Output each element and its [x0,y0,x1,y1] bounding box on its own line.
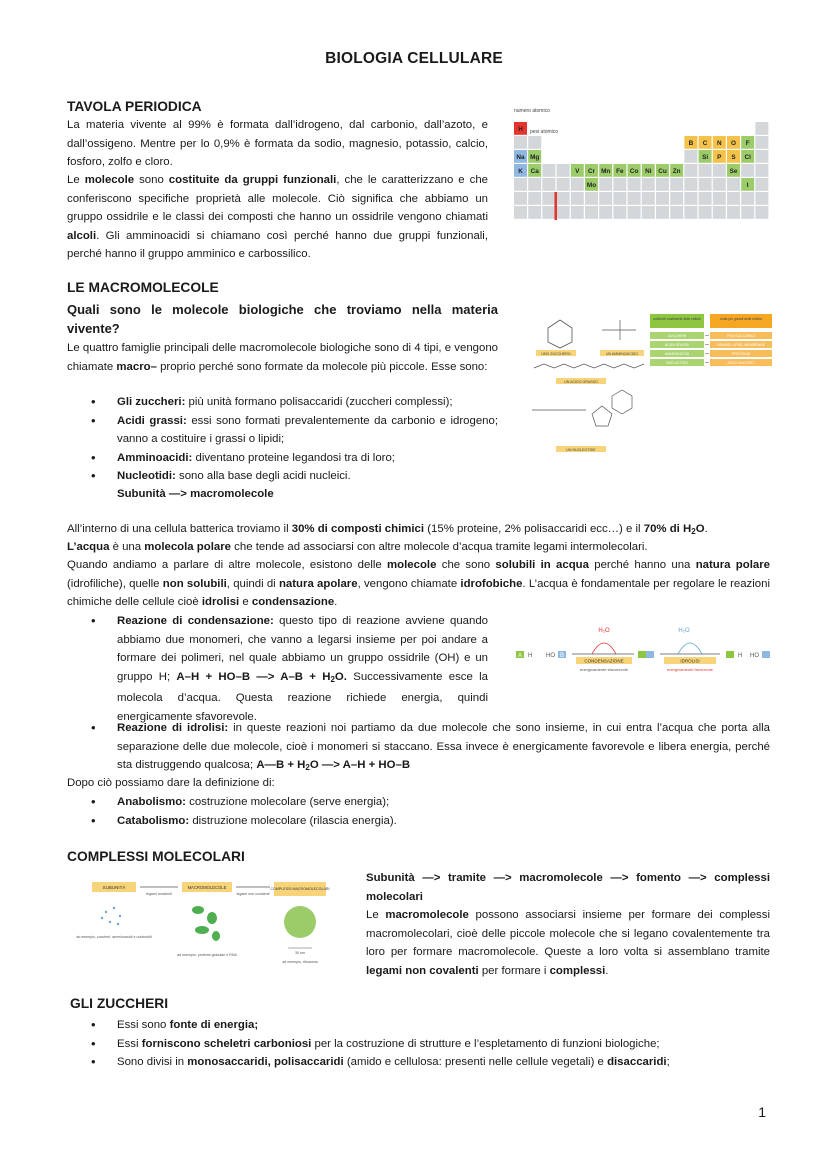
table-head-right-text: unità più grandi delle cellule [720,317,762,321]
element-cell [755,178,768,191]
water-in-arrow [678,643,702,654]
element-cell [542,206,555,219]
subunit-macromolecole: Subunità —> macromolecole [117,488,274,500]
label-nucleotide: UN NUCLEOTIDE [566,448,596,452]
element-cell [684,164,697,177]
element-symbol: Si [702,154,709,161]
element-cell [755,164,768,177]
base-ring-icon [612,390,632,414]
element-cell [670,192,683,205]
element-cell [656,178,669,191]
element-cell [684,206,697,219]
element-symbol: Fe [616,168,624,175]
condensation-sub-label: energicamente sfavorevole [579,667,629,672]
element-cell [557,164,570,177]
water-label-1: H₂O [598,628,610,634]
element-cell [656,206,669,219]
list-item: • Amminoacidi: diventano proteine legandosi tra di loro; [67,449,498,468]
element-cell [628,206,641,219]
paragraph-solubilita: Quando andiamo a parlare di altre molecole, esistono delle molecole che sono solubili in acqua perché hanno una natura polare (idrofiliche), quelle non solubili, quindi di natura apolare, vengono chiamate idrofobiche. L’acqua è fondamentale per regolare le reazioni chimiche delle cellule cioè idrolisi e condensazione. [67,559,770,609]
table-cell-right-text: GRASSI, LIPIDI, MEMBRANE [716,343,766,347]
reazione-idrolisi-list [67,719,770,778]
label-zucchero: UNO ZUCCHERO [541,352,571,356]
element-cell [528,192,541,205]
monomer-a-label: A [517,653,523,659]
monomer-b-label: B [559,653,565,659]
element-cell [699,178,712,191]
element-symbol: P [717,154,722,161]
element-cell [684,150,697,163]
box-macromolecole-label: MACROMOLECOLE [187,885,227,890]
table-cell-left-text: ACIDI GRASSI [664,343,690,347]
paragraph-cellula-batterica: All’interno di una cellula batterica troviamo il 30% di composti chimici (15% proteine, 2% polisaccaridi ecc…) e il 70% di $H_2O$. [67,523,708,536]
element-cell [713,164,726,177]
element-cell [557,178,570,191]
element-cell [514,178,527,191]
macromolecole-list [67,393,498,486]
label-amminoacido: UN AMMINOACIDO [605,352,639,356]
element-symbol: F [745,140,750,147]
paragraph-acqua-polare: L’acqua è una molecola polare che tende ad associarsi con altre molecole d’acqua tramite legami intermolecolari. [67,541,648,553]
element-symbol: Cl [744,154,751,161]
element-cell [613,192,626,205]
element-cell [755,206,768,219]
periodic-grid [514,122,768,220]
element-symbol: I [746,182,749,189]
element-cell [514,192,527,205]
complexes-figure [76,878,340,970]
product-hydrogen-label: H [738,653,743,659]
list-item: • Essi sono fonte di energia; [67,1016,770,1035]
heading-macromolecole: LE MACROMOLECOLE [67,280,219,295]
element-cell [713,206,726,219]
element-symbol: O [731,140,736,147]
heading-zuccheri: GLI ZUCCHERI [70,996,169,1011]
element-cell [528,206,541,219]
element-symbol: V [575,168,580,175]
element-cell [613,206,626,219]
element-cell [727,178,740,191]
table-cell-right-text: POLISACCARIDI [727,334,755,338]
condensation-label: CONDENSAZIONE [584,658,624,664]
question-molecole-biologiche: Quali sono le molecole biologiche che troviamo nella materia vivente? [67,302,498,336]
element-symbol: Cr [587,168,596,175]
element-cell [727,206,740,219]
element-symbol: Cu [658,168,667,175]
element-cell [557,206,570,219]
element-cell [699,192,712,205]
arrow-non-covalent-label: legami non covalenti [236,892,270,896]
paragraph-definizione: Dopo ciò possiamo dare la definizione di: [67,777,275,789]
element-symbol: Mo [586,182,597,189]
element-cell [656,192,669,205]
water-label-2: H₂O [678,628,690,634]
paragraph-molecole: Le molecole sono costituite da gruppi funzionali, che le caratterizzano e che conferiscono specifiche proprietà alle molecole. Ciò significa che abbiamo un gruppo ossidrile e le classi dei composti che hanno un ossidrile vengono chiamati alcoli. Gli amminoacidi si chiamano così perché hanno due gruppi funzionali, perché hanno il gruppo amminico e carbossilico. [67,174,489,261]
element-cell [755,136,768,149]
element-cell [514,206,527,219]
element-symbol: S [731,154,736,161]
caption-subunita: ad esempio, zuccheri, amminoacidi e nucleotidi [76,935,152,939]
element-cell [613,178,626,191]
element-cell [741,192,754,205]
list-item: • Acidi grassi: essi sono formati prevalentemente da carbonio e idrogeno; vanno a costituire i grassi o lipidi; [67,412,498,449]
caption-complessi: ad esempio, ribosoma [282,960,318,964]
ribosome-icon [284,906,316,938]
paragraph-quattro-famiglie: Le quattro famiglie principali delle macromolecole biologiche sono di 4 tipi, e vengono chiamate macro– proprio perché sono formate da molecole più piccole. Esse sono: [67,342,498,373]
element-cell [755,192,768,205]
product-b [762,651,770,658]
element-symbol: K [518,168,523,175]
water-out-arrow [592,643,616,654]
element-cell [642,178,655,191]
element-cell [542,164,555,177]
arrow-covalent-label: legami covalenti [146,892,172,896]
element-cell [755,122,768,135]
element-cell [514,136,527,149]
table-cell-left-text: AMMINOACIDI [664,352,690,356]
element-cell [628,178,641,191]
element-cell [528,136,541,149]
element-symbol: Na [516,154,525,161]
element-cell [699,206,712,219]
caption-macromolecole: ad esempio, proteine globulari e RNA [177,953,237,957]
reaction-figure [512,624,774,686]
element-cell [741,164,754,177]
hydroxyl-label: HO [546,653,555,659]
element-symbol: Co [629,168,639,175]
element-cell [571,192,584,205]
reaction-graphic [512,624,774,686]
heading-tavola-periodica: TAVOLA PERIODICA [67,99,202,114]
paragraph-materia-vivente: La materia vivente al 99% è formata dall’idrogeno, dal carbonio, dall’azoto, e dall’ossigeno. Mentre per lo 0,9% è formata da sodio, magnesio, potassio, calcio, fosforo, zolfo e cloro. [67,119,488,169]
element-symbol: C [702,140,708,147]
hydrogen-label: H [528,653,533,659]
list-item: • Essi forniscono scheletri carboniosi per la costruzione di strutture e l’espletamento di funzioni biologiche; [67,1035,770,1054]
element-cell [585,206,598,219]
table-cell-left-text: ZUCCHERI [667,334,687,338]
element-cell [670,206,683,219]
element-symbol: Zn [672,168,681,175]
macromolecules-figure [526,306,776,456]
table-cell-left-text: NUCLEOTIDI [666,361,688,365]
periodic-table-graphic [512,106,774,244]
complexes-graphic [76,878,340,970]
paragraph-complessi: Le macromolecole possono associarsi insieme per formare dei complessi macromolecolari, cioè delle piccole molecole che si legano covalentemente tra loro per formare macromolecole. Queste a loro volta si assemblano tramite legami non covalenti per formare i complessi. [366,909,770,977]
product-a [726,651,734,658]
element-cell [571,206,584,219]
list-item: • Nucleotidi: sono alla base degli acidi nucleici. [67,467,498,486]
page-number: 1 [758,1104,766,1120]
element-symbol: Se [729,168,738,175]
element-cell [741,206,754,219]
element-cell [628,192,641,205]
element-cell [557,192,570,205]
element-cell [528,178,541,191]
list-item: • Reazione di condensazione: questo tipo di reazione avviene quando abbiamo due monomeri, che vanno a legarsi insieme per poi andare a formare dei polimeri, nel quale abbiamo un gruppo ossidrile (OH) e un gruppo H; A–H + HO–B —> $A-B + H_2O$. Successivamente esce la molecola d’acqua. Questa reazione richiede energia, quindi energicamente sfavorevole. [67,612,488,727]
label-acido-grasso: UN ACIDO GRASSO [564,380,598,384]
list-item: • Catabolismo: distruzione molecolare (rilascia energia). [67,812,667,831]
heading-complessi-molecolari: COMPLESSI MOLECOLARI [67,849,245,864]
element-cell [699,164,712,177]
hydrolysis-sub-label: energicamente favorevole [666,667,714,672]
lanthanide-marker [554,192,557,220]
element-cell [585,192,598,205]
element-cell [670,178,683,191]
macro-table-rows [650,332,772,366]
element-cell [599,192,612,205]
element-symbol: Mn [601,168,611,175]
subunits-dots-icon [101,907,121,925]
element-cell [727,192,740,205]
list-item: • Gli zuccheri: più unità formano polisaccaridi (zuccheri complessi); [67,393,498,412]
element-cell [599,206,612,219]
element-cell [684,178,697,191]
product-hydroxyl-label: HO [750,653,759,659]
list-item: • Sono divisi in monosaccaridi, polisaccaridi (amido e cellulosa: presenti nelle cellule vegetali) e disaccaridi; [67,1053,770,1072]
label-peso-atomico: pesi atomico [530,129,559,135]
element-symbol: Mg [530,154,540,161]
element-cell [542,178,555,191]
label-numero-atomico: numero atomico [514,108,550,114]
ribose-ring-icon [592,406,612,426]
sugar-ring-icon [548,320,572,348]
element-symbol: Ca [530,168,539,175]
metabolismo-list [67,793,667,830]
element-cell [684,192,697,205]
periodic-table-figure [512,106,774,244]
dimer-b [646,651,654,658]
scale-label: 30 nm [295,951,305,955]
element-symbol: N [716,140,722,147]
element-symbol: B [688,140,694,147]
element-cell [571,178,584,191]
macromolecules-shapes-icon [192,906,220,941]
fatty-acid-chain-icon [534,364,644,368]
macromolecules-graphic [526,306,776,456]
box-complessi-label: COMPLESSI MACROMOLECOLARI [270,887,330,891]
element-cell [542,192,555,205]
element-cell [713,178,726,191]
element-symbol: Ni [645,168,652,175]
zuccheri-list [67,1016,770,1072]
reazione-condensazione-list [67,612,488,727]
element-cell [642,192,655,205]
box-subunita-label: SUBUNITÀ [102,885,126,890]
element-cell [713,192,726,205]
table-head-left-text: unità dei costituenti delle cellule [653,317,701,321]
element-symbol: H [518,126,523,133]
table-cell-right-text: ACIDI NUCLEICI [727,361,755,365]
hydrolysis-label: IDROLISI [680,658,700,664]
page-title: BIOLOGIA CELLULARE [325,50,503,67]
dimer-a [638,651,646,658]
element-cell [642,206,655,219]
chain-subunita: Subunità —> tramite —> macromolecole —> fomento —> complessi molecolari [366,872,770,903]
list-item: • Anabolismo: costruzione molecolare (serve energia); [67,793,667,812]
element-cell [599,178,612,191]
list-item: • Reazione di idrolisi: in queste reazioni noi partiamo da due molecole che sono insieme, in cui entra l’acqua che porta alla separazione delle due molecole, cioè i monomeri si staccano. Essa invece è energicamente favorevole e libera energia, perché sta distruggendo qualcosa; A—B + $H_2O$ —> A–H + HO–B [67,719,770,778]
table-cell-right-text: PROTEINE [731,352,751,356]
element-cell [755,150,768,163]
